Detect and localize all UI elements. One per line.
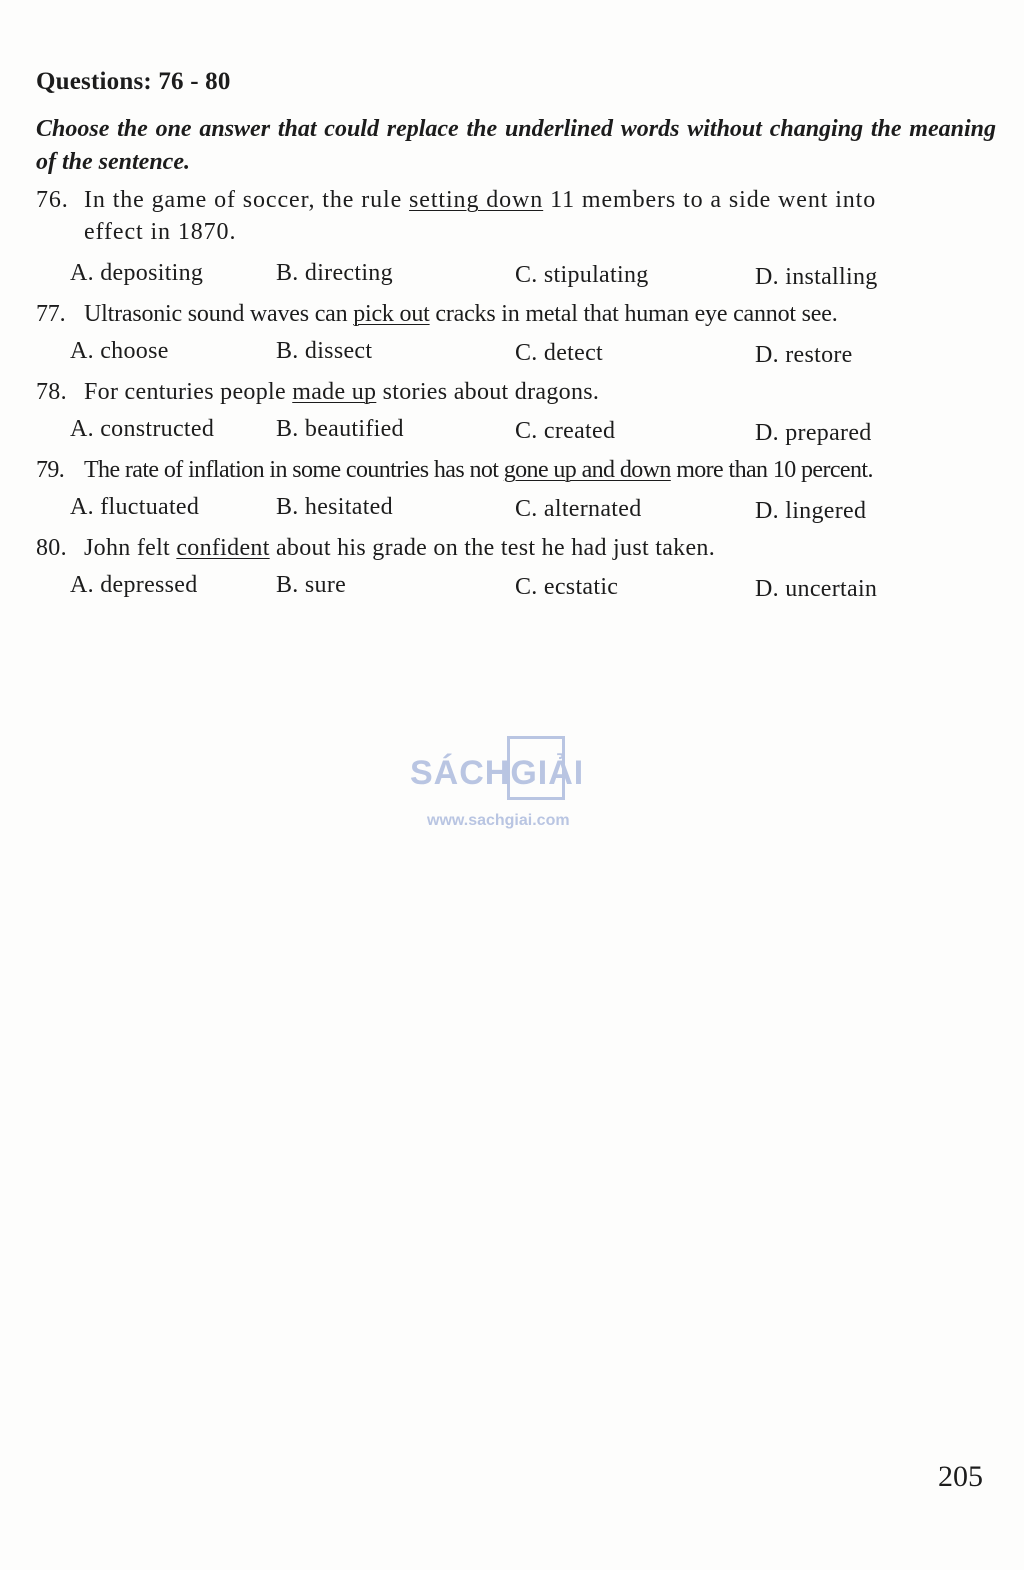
option-c: C. created bbox=[515, 418, 616, 444]
question-text-after: 11 members to a side went into bbox=[543, 187, 877, 213]
question-text-after: cracks in metal that human eye cannot see. bbox=[429, 301, 838, 327]
question-number: 79. bbox=[36, 457, 65, 483]
underlined-phrase: confident bbox=[176, 535, 270, 561]
option-c: C. stipulating bbox=[515, 262, 649, 288]
question-76 bbox=[36, 184, 996, 248]
question-80 bbox=[36, 532, 996, 564]
option-a: A. fluctuated bbox=[70, 494, 200, 520]
option-d: D. installing bbox=[755, 264, 878, 290]
option-b: B. sure bbox=[276, 572, 347, 598]
question-text-before: The rate of inflation in some countries has not bbox=[84, 457, 504, 483]
question-text-continuation: effect in 1870. bbox=[84, 219, 237, 245]
option-b: B. hesitated bbox=[276, 494, 393, 520]
question-text-before: For centuries people bbox=[84, 379, 293, 405]
option-c: C. alternated bbox=[515, 496, 642, 522]
option-a: A. depositing bbox=[70, 260, 204, 286]
option-a: A. depressed bbox=[70, 572, 198, 598]
question-78 bbox=[36, 376, 996, 408]
option-d: D. prepared bbox=[755, 420, 872, 446]
question-number: 80. bbox=[36, 535, 67, 561]
question-text-after: about his grade on the test he had just taken. bbox=[269, 535, 715, 561]
section-heading: Questions: 76 - 80 bbox=[36, 68, 231, 95]
underlined-phrase: gone up and down bbox=[503, 457, 671, 483]
question-79 bbox=[36, 454, 996, 486]
option-d: D. uncertain bbox=[755, 576, 878, 602]
option-b: B. directing bbox=[276, 260, 393, 286]
watermark-brand: SÁCHGIẢI bbox=[410, 754, 585, 792]
option-c: C. ecstatic bbox=[515, 574, 619, 600]
page-number: 205 bbox=[938, 1460, 983, 1493]
watermark-logo bbox=[410, 736, 620, 806]
question-text-before: In the game of soccer, the rule bbox=[84, 187, 410, 213]
underlined-phrase: pick out bbox=[353, 301, 430, 327]
option-a: A. choose bbox=[70, 338, 169, 364]
question-text-before: Ultrasonic sound waves can bbox=[84, 301, 354, 327]
instructions: Choose the one answer that could replace the underlined words without changing the meaning of the sentence. bbox=[36, 116, 996, 175]
underlined-phrase: made up bbox=[292, 379, 377, 405]
option-d: D. lingered bbox=[755, 498, 867, 524]
question-text-after: more than 10 percent. bbox=[670, 457, 873, 483]
question-77 bbox=[36, 298, 996, 330]
question-text-before: John felt bbox=[84, 535, 177, 561]
underlined-phrase: setting down bbox=[409, 187, 544, 213]
option-a: A. constructed bbox=[70, 416, 215, 442]
question-number: 78. bbox=[36, 379, 67, 405]
option-c: C. detect bbox=[515, 340, 604, 366]
option-d: D. restore bbox=[755, 342, 853, 368]
option-b: B. dissect bbox=[276, 338, 373, 364]
question-text-after: stories about dragons. bbox=[376, 379, 600, 405]
watermark-url: www.sachgiai.com bbox=[427, 812, 570, 829]
option-b: B. beautified bbox=[276, 416, 404, 442]
question-number: 77. bbox=[36, 301, 66, 327]
question-number: 76. bbox=[36, 187, 69, 213]
